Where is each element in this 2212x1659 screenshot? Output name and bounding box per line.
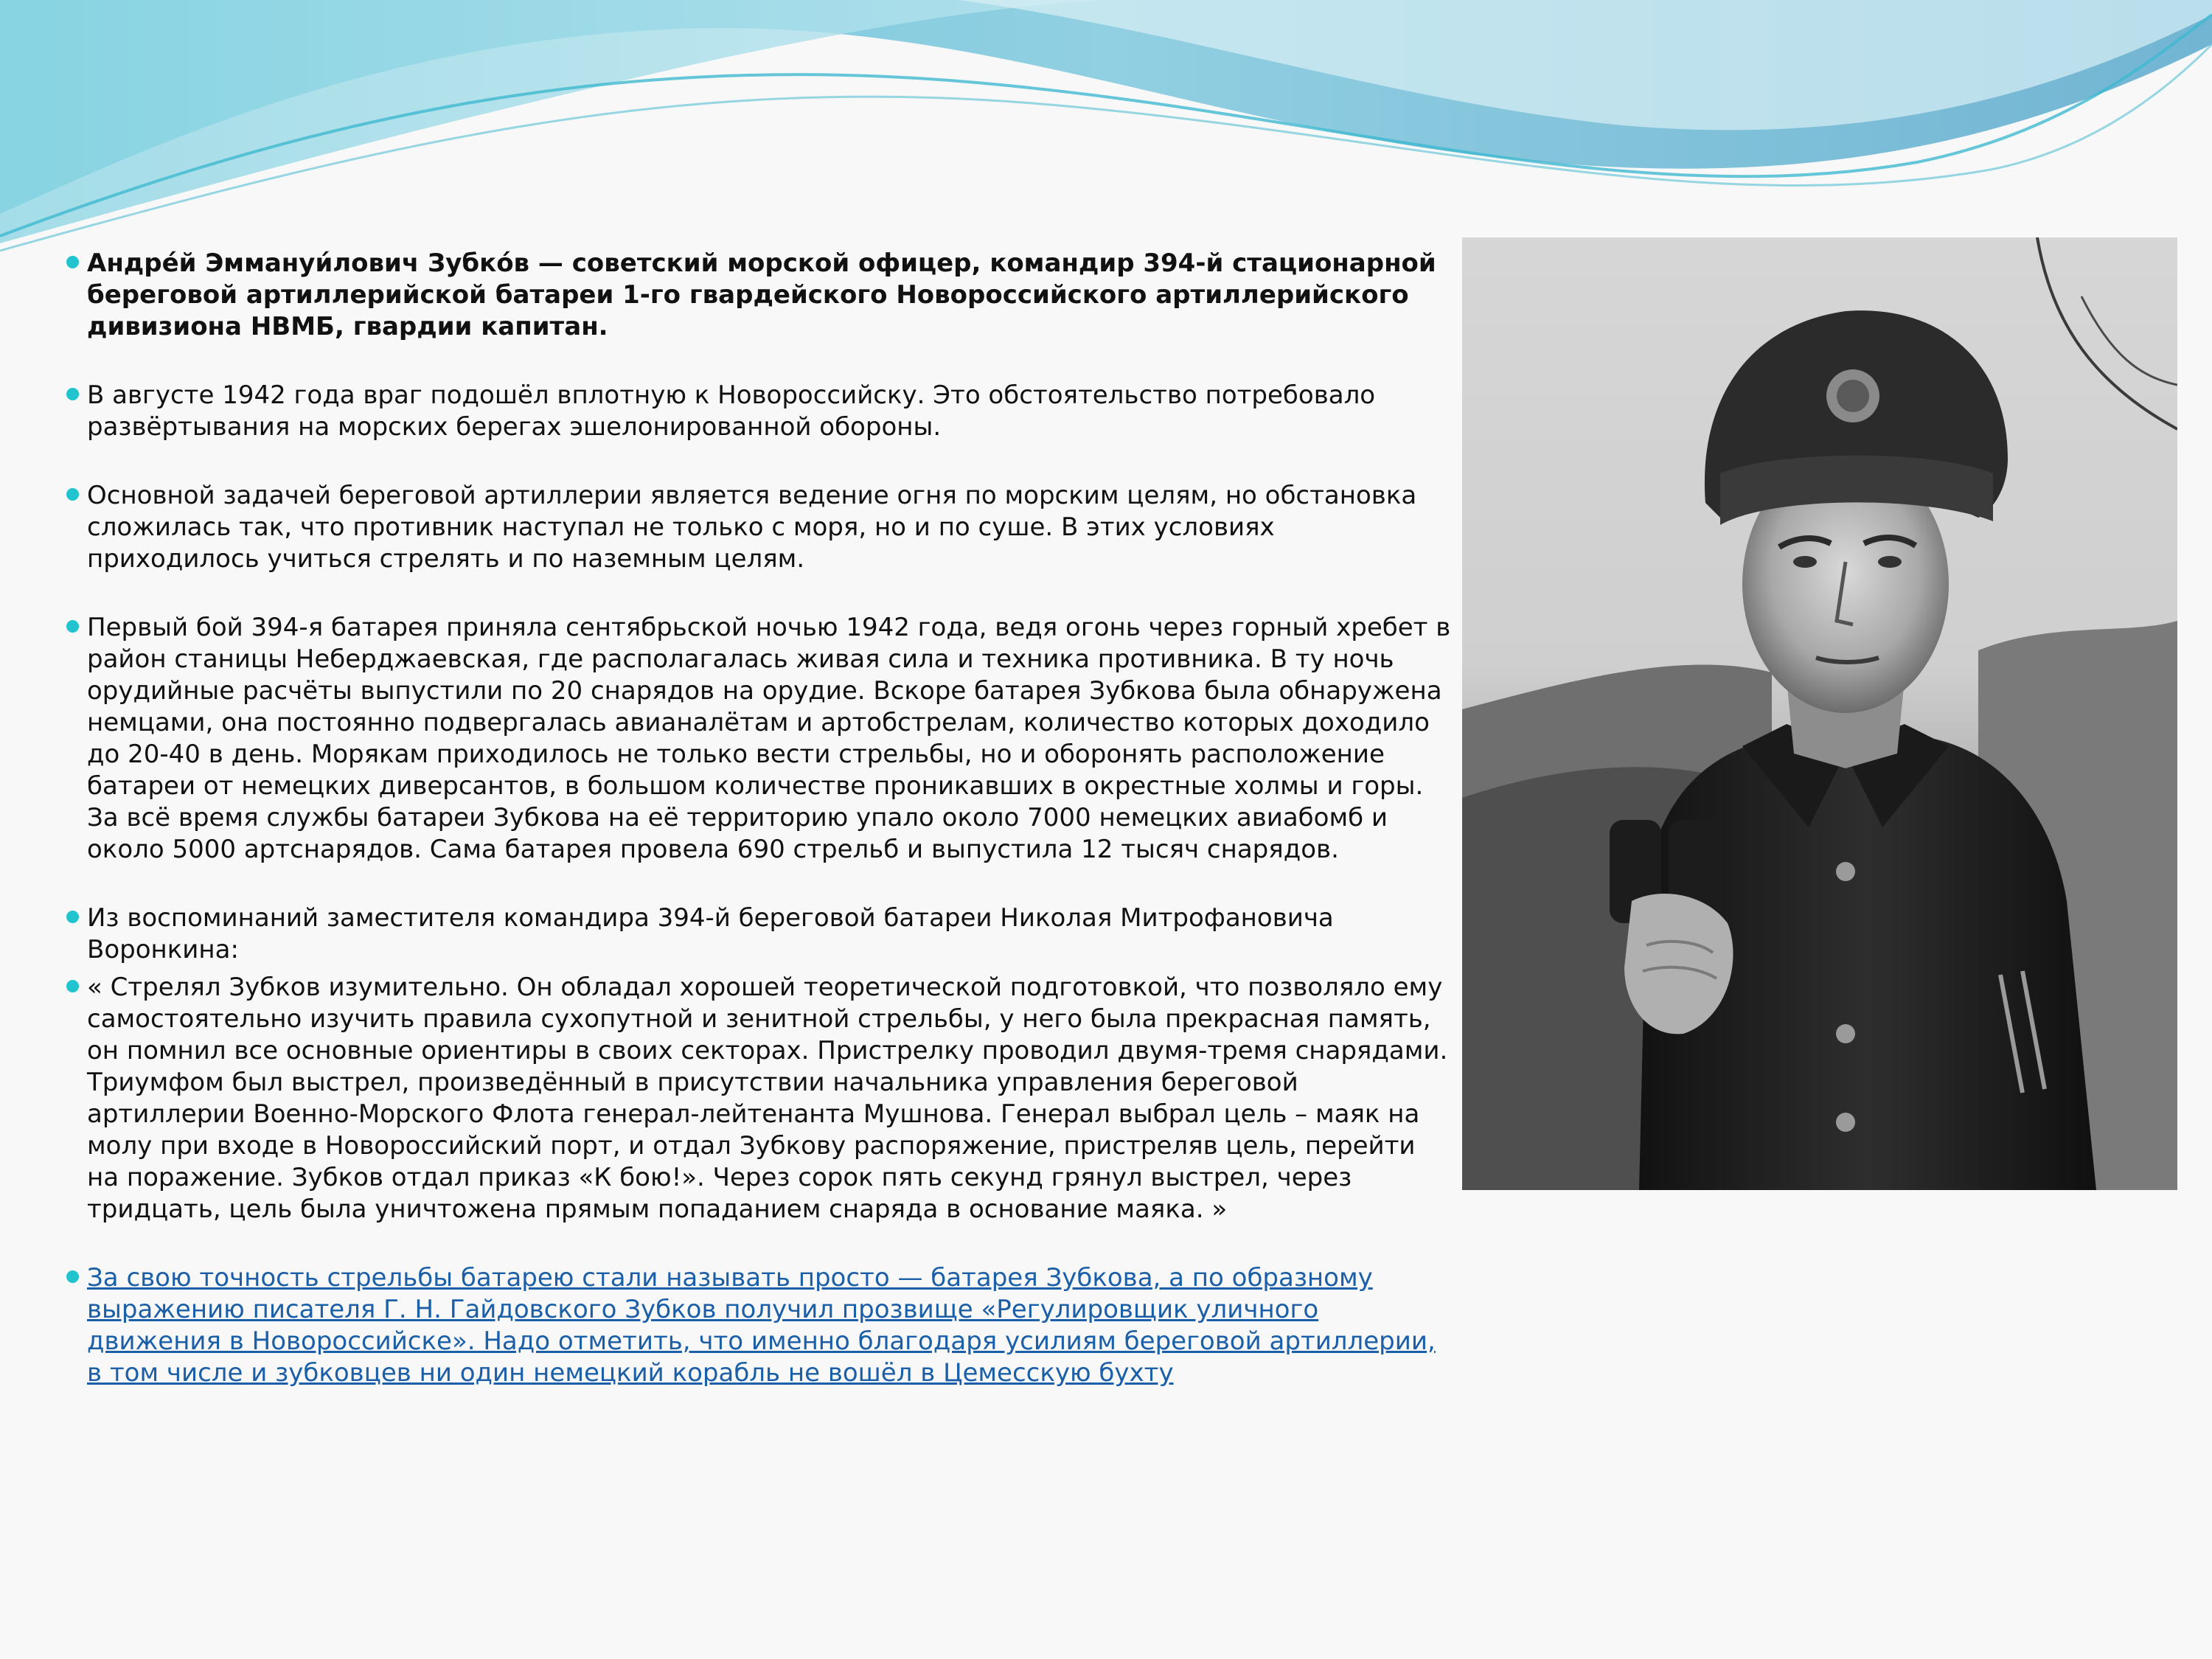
bullet-icon <box>66 1270 79 1283</box>
wave-header-graphic <box>0 0 2212 265</box>
bullet-item <box>66 480 1453 575</box>
quote-text: « Стрелял Зубков изумительно. Он обладал хорошей теоретической подготовкой, что позволяло ему самостоятельно изучить правила сухопутной и зенитной стрельбы, у него была прекрасная память, он помнил все основные ориентиры в своих секторах. Пристрелку проводил двумя-тремя снарядами. Триумфом был выстрел, произведённый в присутствии начальника управления береговой артиллерии Военно-Морского Флота генерал-лейтенанта Мушнова. Генерал выбрал цель – маяк на молу при входе в Новороссийский порт, и отдал Зубкову распоряжение, пристреляв цель, перейти на поражение. Зубков отдал приказ «К бою!». Через сорок пять секунд грянул выстрел, через тридцать, цель была уничтожена прямым попаданием снаряда в основание маяка. » <box>87 973 1448 1224</box>
bullet-text: Из воспоминаний заместителя командира 394-й береговой батареи Николая Митрофановича Воронкина: <box>87 903 1334 964</box>
bullet-item <box>66 902 1453 966</box>
bullet-item <box>66 380 1453 443</box>
bullet-icon <box>66 911 79 923</box>
bullet-icon <box>66 256 79 268</box>
bullet-text: Андре́й Эммануи́лович Зубко́в — советский морской офицер, командир 394-й стационарной береговой артиллерийской батареи 1-го гвардейского Новороссийского артиллерийского дивизиона НВМБ, гвардии капитан. <box>87 248 1436 341</box>
bullet-text: Первый бой 394-я батарея приняла сентябрьской ночью 1942 года, ведя огонь через горный хребет в район станицы Неберджаевская, где располагалась живая сила и техника противника. В ту ночь орудийные расчёты выпустили по 20 снарядов на орудие. Вскоре батарея Зубкова была обнаружена немцами, она постоянно подвергалась авианалётам и артобстрелам, количество которых доходило до 20-40 в день. Морякам приходилось не только вести стрельбы, но и оборонять расположение батареи от немецких диверсантов, в большом количестве проникавших в окрестные холмы и горы. За всё время службы батареи Зубкова на её территорию упало около 7000 немецких авиабомб и около 5000 артснарядов. Сама батарея провела 690 стрельб и выпустила 12 тысяч снарядов. <box>87 613 1451 864</box>
bullet-text: Основной задачей береговой артиллерии является ведение огня по морским целям, но обстановка сложилась так, что противник наступал не только с моря, но и по суше. В этих условиях приходилось учиться стрелять и по наземным целям. <box>87 481 1417 574</box>
bullet-text: В августе 1942 года враг подошёл вплотную к Новороссийску. Это обстоятельство потребовало развёртывания на морских берегах эшелонированной обороны. <box>87 380 1376 442</box>
bullet-icon <box>66 488 79 501</box>
bullet-icon <box>66 388 79 400</box>
portrait-photo <box>1462 237 2177 1190</box>
bullet-icon <box>66 980 79 992</box>
bullet-icon <box>66 620 79 633</box>
quote-item <box>66 972 1453 1225</box>
bullet-item <box>66 248 1453 343</box>
source-link[interactable]: За свою точность стрельбы батарею стали называть просто — батарея Зубкова, а по образному выражению писателя Г. Н. Гайдовского Зубков получил прозвище «Регулировщик уличного движения в Новороссийске». Надо отметить, что именно благодаря усилиям береговой артиллерии, в том числе и зубковцев ни один немецкий корабль не вошёл в Цемесскую бухту <box>87 1263 1436 1388</box>
bullet-item <box>66 612 1453 866</box>
bullet-item <box>66 1262 1453 1389</box>
text-column <box>66 248 1453 1389</box>
